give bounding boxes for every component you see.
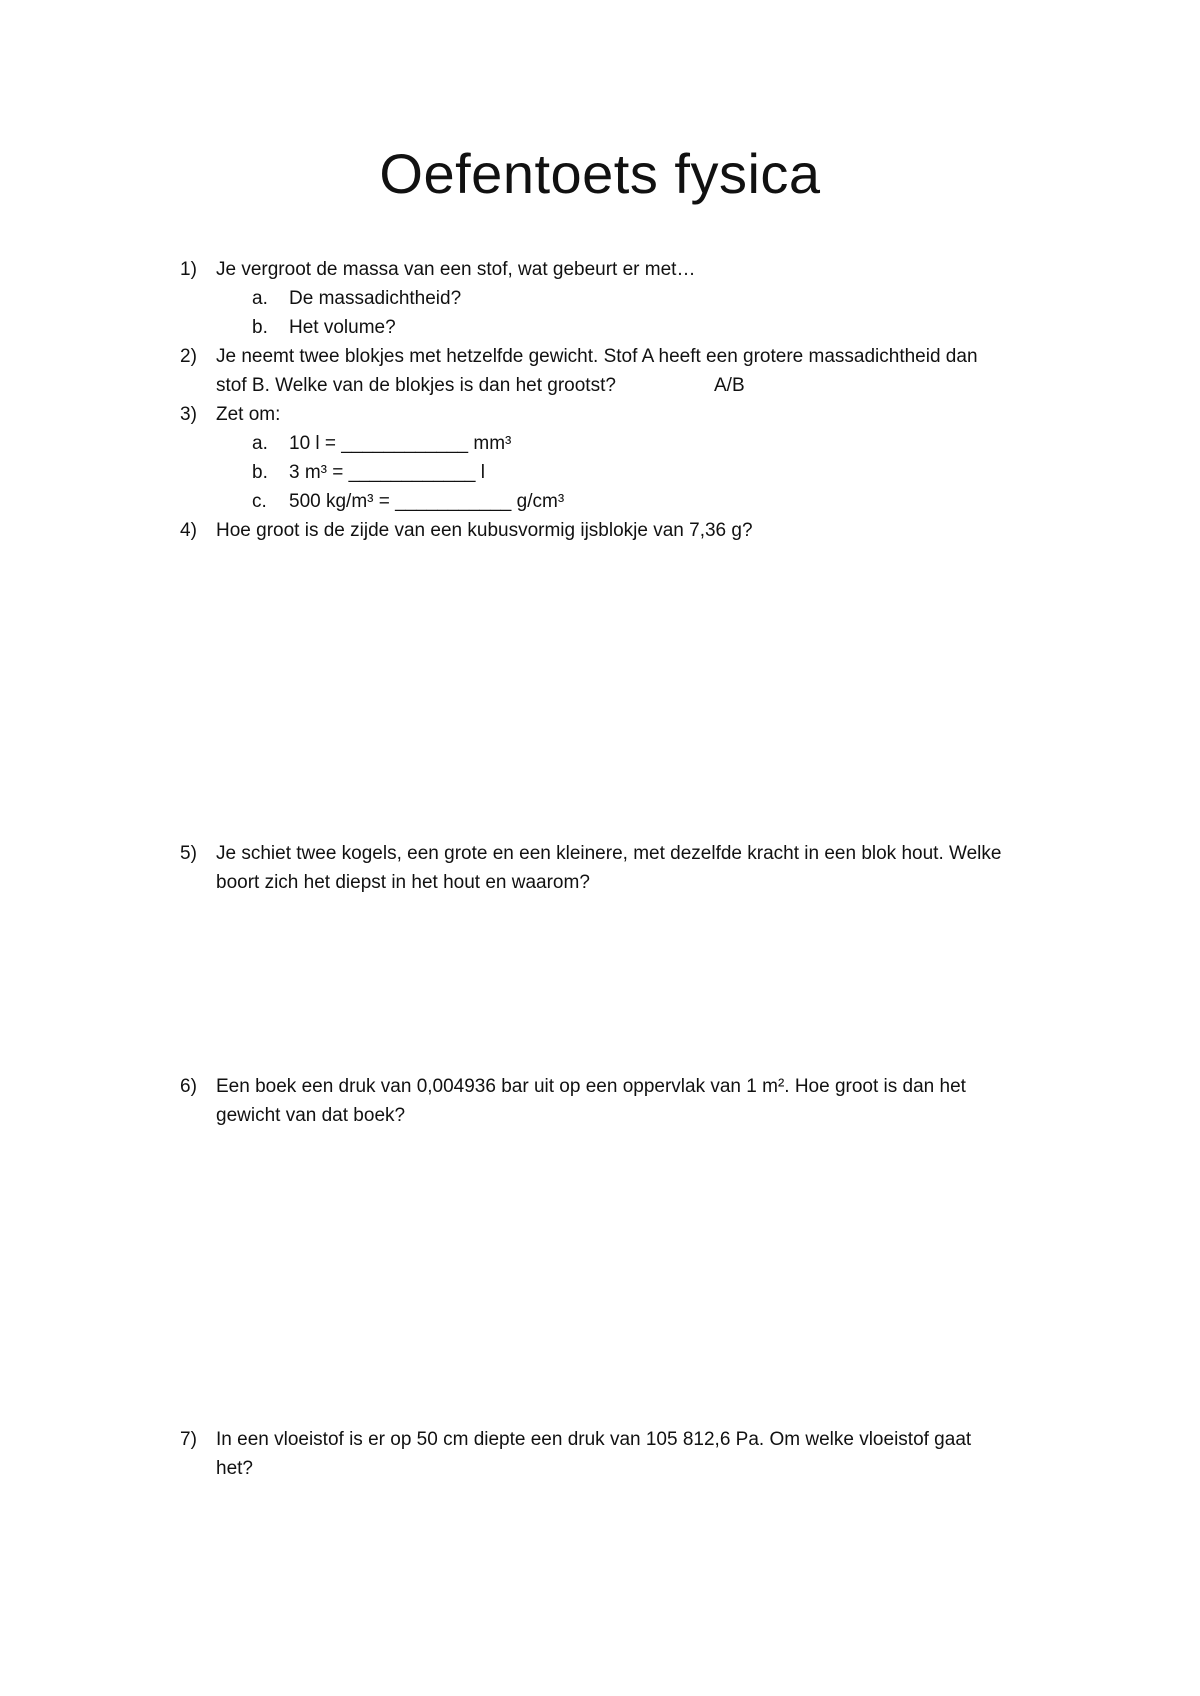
sub-letter: a. bbox=[252, 433, 268, 454]
sub-letter: a. bbox=[252, 288, 268, 309]
question-text: Hoe groot is de zijde van een kubusvormig ijsblokje van 7,36 g? bbox=[216, 520, 753, 541]
question-text: Je schiet twee kogels, een grote en een kleinere, met dezelfde kracht in een blok hout. Welke bbox=[216, 843, 1002, 864]
sub-letter: b. bbox=[252, 317, 268, 338]
question-number: 5) bbox=[180, 843, 197, 864]
question-number: 6) bbox=[180, 1076, 197, 1097]
question-text: stof B. Welke van de blokjes is dan het grootst? bbox=[216, 375, 616, 396]
page-title: Oefentoets fysica bbox=[379, 142, 821, 205]
question-text: Een boek een druk van 0,004936 bar uit op een oppervlak van 1 m². Hoe groot is dan het bbox=[216, 1076, 966, 1097]
sub-text: 500 kg/m³ = ___________ g/cm³ bbox=[289, 491, 565, 512]
question-number: 7) bbox=[180, 1429, 197, 1450]
question-number: 3) bbox=[180, 404, 197, 425]
question-text: het? bbox=[216, 1458, 253, 1479]
question-text: Zet om: bbox=[216, 404, 281, 425]
sub-text: Het volume? bbox=[289, 317, 396, 338]
question-text: gewicht van dat boek? bbox=[216, 1105, 406, 1126]
question-text: Je neemt twee blokjes met hetzelfde gewicht. Stof A heeft een grotere massadichtheid dan bbox=[216, 346, 978, 367]
answer-choice: A/B bbox=[714, 375, 745, 396]
sub-text: 3 m³ = ____________ l bbox=[289, 462, 485, 483]
question-number: 4) bbox=[180, 520, 197, 541]
question-text: Je vergroot de massa van een stof, wat gebeurt er met… bbox=[216, 259, 696, 280]
question-number: 1) bbox=[180, 259, 197, 280]
question-text: In een vloeistof is er op 50 cm diepte een druk van 105 812,6 Pa. Om welke vloeistof gaat bbox=[216, 1429, 972, 1450]
sub-text: De massadichtheid? bbox=[289, 288, 462, 309]
sub-letter: c. bbox=[252, 491, 267, 512]
sub-text: 10 l = ____________ mm³ bbox=[289, 433, 512, 454]
question-number: 2) bbox=[180, 346, 197, 367]
question-text: boort zich het diepst in het hout en waarom? bbox=[216, 872, 590, 893]
sub-letter: b. bbox=[252, 462, 268, 483]
